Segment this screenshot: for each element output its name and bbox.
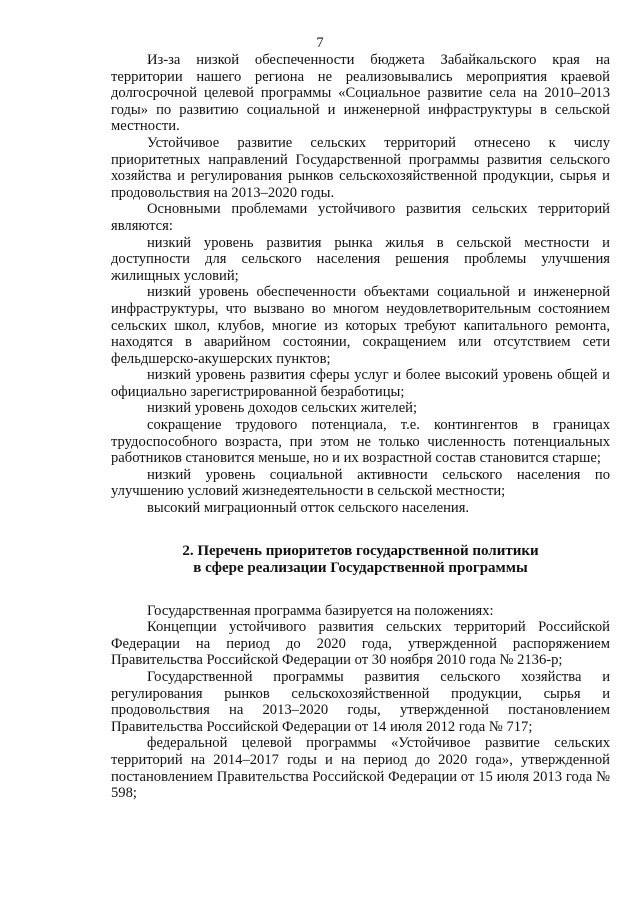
section-heading-line-2: в сфере реализации Государственной программы bbox=[193, 559, 528, 576]
list-item: сокращение трудового потенциала, т.е. контингентов в границах трудоспособного возраста, при этом не только численность потенциальных работников становится меньше, но и их возрастной состав становится старше; bbox=[111, 417, 610, 467]
list-item: низкий уровень социальной активности сельского населения по улучшению условий жизнедеятельности в сельской местности; bbox=[111, 466, 610, 500]
paragraph: Государственной программы развития сельского хозяйства и регулирования рынков сельскохозяйственной продукции, сырья и продовольствия на 2013–2020 годы, утвержденной постановлением Правительства Российской Федерации от 14 июля 2012 года № 717; bbox=[111, 669, 610, 735]
list-item: низкий уровень развития рынка жилья в сельской местности и доступности для сельского населения решения проблемы улучшения жилищных условий; bbox=[111, 234, 610, 284]
list-item: низкий уровень обеспеченности объектами социальной и инженерной инфраструктуры, что вызвано во многом неудовлетворительным состоянием сельских школ, клубов, многие из которых требуют капитального ремонта, находятся в аварийном состоянии, сокращением или отсутствием сети фельдшерско-акушерских пунктов; bbox=[111, 284, 610, 367]
paragraph: Государственная программа базируется на положениях: bbox=[147, 602, 494, 619]
list-item: низкий уровень развития сферы услуг и более высокий уровень общей и официально зарегистрированной безработицы; bbox=[111, 367, 610, 400]
list-item: низкий уровень доходов сельских жителей; bbox=[147, 400, 418, 417]
paragraph: Основными проблемами устойчивого развития сельских территорий являются: bbox=[111, 201, 610, 234]
section-heading-line-1: 2. Перечень приоритетов государственной политики bbox=[182, 542, 539, 559]
document-body bbox=[111, 52, 610, 802]
list-item: высокий миграционный отток сельского населения. bbox=[147, 500, 470, 517]
paragraph: Из-за низкой обеспеченности бюджета Забайкальского края на территории нашего региона не реализовывались мероприятия краевой долгосрочной целевой программы «Социальное развитие села на 2010–2013 годы» по развитию социальной и инженерной инфраструктуры в сельской местности. bbox=[111, 52, 610, 135]
paragraph: Концепции устойчивого развития сельских территорий Российской Федерации на период до 2020 года, утвержденной распоряжением Правительства Российской Федерации от 30 ноября 2010 года № 2136-р; bbox=[111, 619, 610, 669]
paragraph: Устойчивое развитие сельских территорий отнесено к числу приоритетных направлений Государственной программы развития сельского хозяйства и регулирования рынков сельскохозяйственной продукции, сырья и продовольствия на 2013–2020 годы. bbox=[111, 134, 610, 201]
page-number: 7 bbox=[316, 35, 324, 51]
section-heading bbox=[111, 543, 610, 577]
paragraph: федеральной целевой программы «Устойчивое развитие сельских территорий на 2014–2017 годы и на период до 2020 года», утвержденной постановлением Правительства Российской Федерации от 15 июля 2013 года № 598; bbox=[111, 735, 610, 802]
